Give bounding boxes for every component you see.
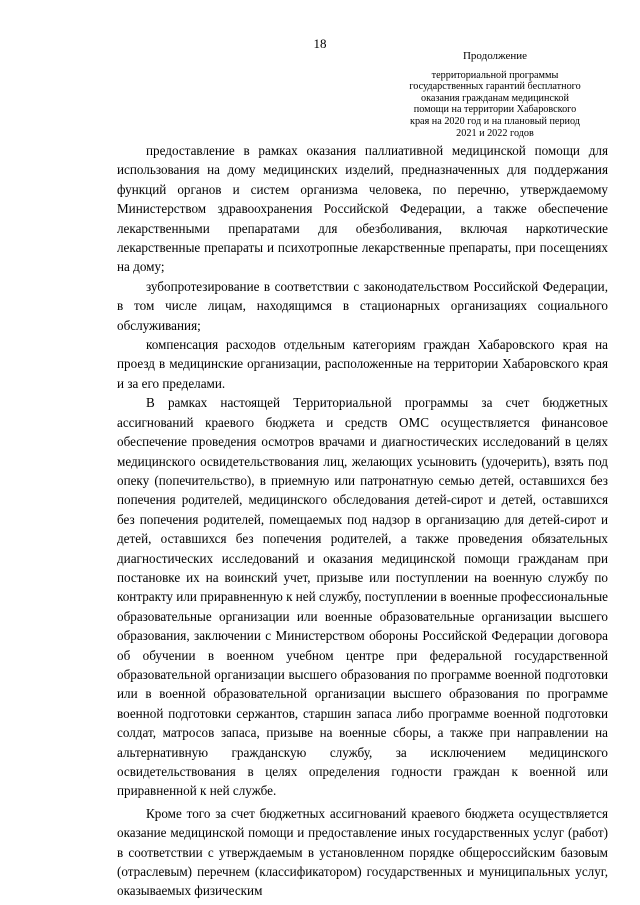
header-line: оказания гражданам медицинской <box>421 92 569 104</box>
header-line: края на 2020 год и на плановый период <box>410 115 580 127</box>
body-paragraph: Кроме того за счет бюджетных ассигнований краевого бюджета осуществляется оказание медицинской помощи и предоставление иных государственных услуг (работ) в соответствии с утверждаемым в установленном порядке общероссийским базовым (отраслевым) перечнем (классификатором) государственных и муниципальных услуг, оказываемых физическим <box>117 805 608 899</box>
header-line: территориальной программы <box>431 69 559 81</box>
header-line: помощи на территории Хабаровского <box>413 104 577 116</box>
body-paragraph: предоставление в рамках оказания паллиативной медицинской помощи для использования на дому медицинских изделий, предназначенных для поддержания функций органов и систем организма человека, по перечню, утверждаемому Министерством здравоохранения Российской Федерации, а также обеспечение лекарственными препаратами для обезболивания, включая наркотические лекарственные препараты и психотропные лекарственные препараты, при посещениях на дому; <box>117 143 608 275</box>
header-continuation: Продолжение <box>462 50 528 62</box>
header-line: государственных гарантий бесплатного <box>409 81 581 93</box>
body-paragraph: компенсация расходов отдельным категориям граждан Хабаровского края на проезд в медицинские организации, расположенные на территории Хабаровского края и за его пределами. <box>117 337 608 391</box>
document-body <box>117 141 608 901</box>
header-line: 2021 и 2022 годов <box>456 127 534 139</box>
body-paragraph: зубопротезирование в соответствии с законодательством Российской Федерации, в том числе лицам, находящимся в стационарных организациях социального обслуживания; <box>117 278 608 333</box>
page-number: 18 <box>313 36 327 51</box>
body-paragraph: В рамках настоящей Территориальной программы за счет бюджетных ассигнований краевого бюджета и средств ОМС осуществляется финансовое обеспечение проведения осмотров врачами и диагностических исследований в целях медицинского освидетельствования лиц, желающих усыновить (удочерить), взять под опеку (попечительство), в приемную или патронатную семью детей, оставшихся без попечения родителей, медицинского обследования детей-сирот и детей, оставшихся без попечения родителей, помещаемых под надзор в организацию для детей-сирот и детей, оставшихся без попечения родителей, а также проведения обязательных диагностических исследований и оказания медицинской помощи гражданам при постановке их на воинский учет, призыве или поступлении на военную службу по контракту или приравненную к ней службу, поступлении в военные профессиональные образовательные организации или военные образовательные организации высшего образования, заключении с Министерством обороны Российской Федерации договора об обучении в военном учебном центре при федеральной государственной образовательной организации высшего образования по программе военной подготовки или в военной образовательной организации высшего образования по программе военной подготовки сержантов, старшин запаса либо программе военной подготовки солдат, матросов запаса, призыве на военные сборы, а также при направлении на альтернативную гражданскую службу, за исключением медицинского освидетельствования в целях определения годности граждан к военной или приравненной к ней службе. <box>117 395 608 799</box>
running-header <box>370 51 620 139</box>
